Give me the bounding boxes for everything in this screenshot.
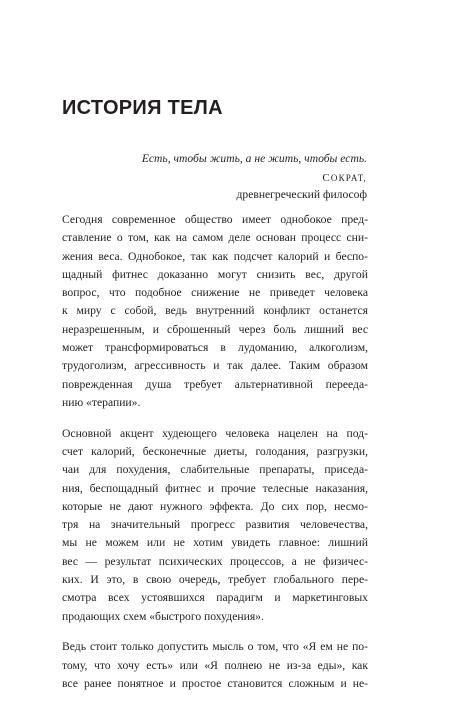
epigraph-author-initial: С — [322, 172, 331, 184]
text-line: счет калорий, бесконечные диеты, голодания, разгрузки, — [62, 444, 368, 458]
text-line: продающих схем «быстрого похудения». — [62, 609, 264, 623]
text-line: тря на значительный прогресс развития человечества, — [62, 518, 368, 532]
chapter-title: ИСТОРИЯ ТЕЛА — [62, 97, 223, 119]
text-line: все ранее понятное и простое становится сложным и не- — [62, 676, 368, 690]
text-line: которые не дают нужного эффекта. До сих пор, несмо- — [62, 499, 368, 513]
text-line: мы не можем или не хотим увидеть главное: лишний — [62, 536, 368, 550]
text-line: нию «терапии». — [62, 395, 141, 409]
text-line: поврежденная душа требует альтернативной перееда- — [62, 377, 368, 391]
text-line: чаи для похудения, слабительные препараты, приседа- — [62, 463, 368, 477]
epigraph-role: древнегреческий философ — [236, 188, 367, 201]
text-line: смотра всех устоявшихся парадигм и маркетинговых — [62, 591, 368, 605]
epigraph-quote: Есть, чтобы жить, а не жить, чтобы есть. — [141, 152, 367, 165]
epigraph — [142, 152, 367, 202]
text-line: трудоголизм, агрессивность и так далее. Таким образом — [62, 359, 368, 373]
text-line: ния, беспощадный фитнес и прочие телесные наказания, — [62, 481, 368, 495]
body-text — [62, 211, 368, 693]
text-line: щадный фитнес доказанно могут снизить вес, другой — [62, 267, 368, 281]
text-line: тому, что хочу есть» или «Я полнею не из-за еды», как — [62, 658, 368, 672]
epigraph-author — [142, 171, 367, 185]
text-line: ких. И это, в свою очередь, требует глобального пере- — [62, 573, 368, 587]
paragraph-3 — [62, 638, 368, 693]
text-line: жения веса. Однобокое, так как подсчет калорий и беспо- — [62, 249, 368, 263]
text-line: может трансформироваться в лудоманию, алкоголизм, — [62, 341, 368, 355]
text-line: Основной акцент худеющего человека нацелен на под- — [62, 426, 368, 440]
epigraph-author-rest: ОКРАТ, — [330, 173, 367, 183]
paragraph-1 — [62, 211, 368, 412]
text-line: вопрос, что подобное снижение не приведет человека — [62, 286, 368, 300]
text-line: к миру с собой, ведь внутренний конфликт останется — [62, 304, 368, 318]
text-line: Сегодня современное общество имеет однобокое пред- — [62, 213, 368, 226]
paragraph-2 — [62, 425, 368, 626]
text-line: неразрешенным, и сброшенный через боль лишний вес — [62, 322, 368, 336]
text-line: Ведь стоит только допустить мысль о том, что «Я ем не по- — [62, 640, 368, 654]
text-line: ставление о том, как на самом деле основан процесс сни- — [62, 231, 368, 245]
text-line: вес — результат психических процессов, а не физичес- — [62, 554, 368, 568]
